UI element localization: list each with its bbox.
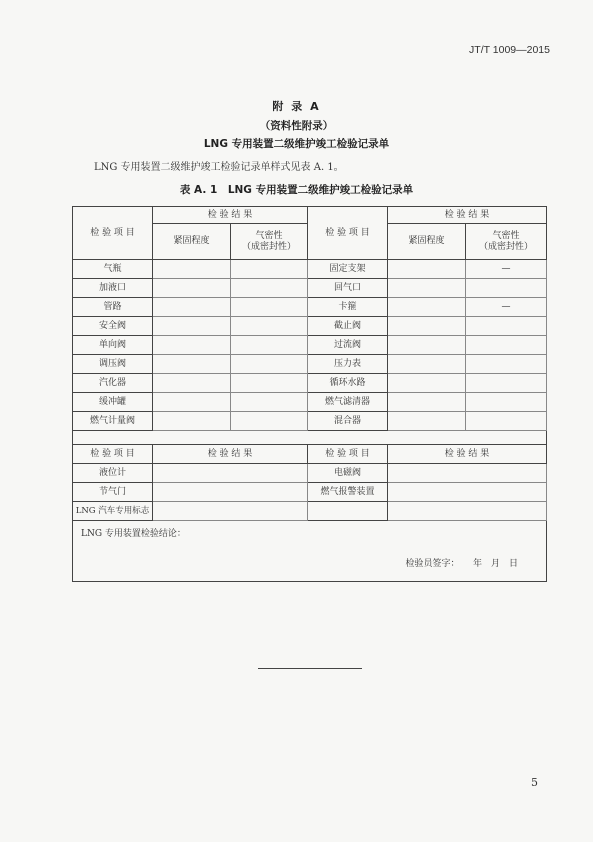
table-row xyxy=(73,412,547,431)
table-row xyxy=(73,445,547,464)
header-result-right: 检 验 结 果 xyxy=(388,207,547,224)
appendix-info: （资料性附录） xyxy=(259,120,334,132)
result-cell[interactable] xyxy=(231,279,308,298)
table-row xyxy=(73,464,547,483)
result-cell[interactable] xyxy=(388,374,466,393)
header-airtight-left xyxy=(231,224,308,260)
result-cell[interactable] xyxy=(466,317,547,336)
inspector-signature: 检验员签字： 年 月 日 xyxy=(405,559,518,569)
item-cell: 压力表 xyxy=(308,355,388,374)
item-cell: 单向阀 xyxy=(73,336,153,355)
appendix-label: 附 录 A xyxy=(272,100,321,113)
header-tightness-left: 紧固程度 xyxy=(153,224,231,260)
item-cell: LNG 汽车专用标志 xyxy=(73,502,153,521)
result-cell[interactable] xyxy=(153,355,231,374)
result-cell[interactable] xyxy=(153,483,308,502)
item-cell: 气瓶 xyxy=(73,260,153,279)
page-number: 5 xyxy=(531,776,538,789)
result-cell[interactable] xyxy=(153,279,231,298)
result-cell[interactable] xyxy=(388,279,466,298)
result-cell[interactable] xyxy=(388,412,466,431)
result-cell[interactable] xyxy=(388,317,466,336)
header-item-left: 检 验 项 目 xyxy=(73,445,153,464)
item-cell xyxy=(308,502,388,521)
table-caption: 表 A. 1 LNG 专用装置二级维护竣工检验记录单 xyxy=(179,184,414,196)
result-cell[interactable] xyxy=(153,412,231,431)
airtight-label: 气密性 xyxy=(255,230,283,241)
table-row xyxy=(73,336,547,355)
result-cell[interactable] xyxy=(153,260,231,279)
header-item-left: 检 验 项 目 xyxy=(73,207,153,260)
result-cell[interactable] xyxy=(153,336,231,355)
result-cell: — xyxy=(466,298,547,317)
table-row xyxy=(73,502,547,521)
footer-rule xyxy=(258,668,362,669)
conclusion-cell[interactable] xyxy=(73,521,547,582)
airtight-note: （成密封性） xyxy=(241,241,296,252)
airtight-note: （成密封性） xyxy=(478,241,533,252)
result-cell[interactable] xyxy=(231,393,308,412)
result-cell[interactable] xyxy=(231,374,308,393)
item-cell: 混合器 xyxy=(308,412,388,431)
result-cell[interactable] xyxy=(231,298,308,317)
intro-text: LNG 专用装置二级维护竣工检验记录单样式见表 A. 1。 xyxy=(94,162,344,173)
result-cell[interactable] xyxy=(153,502,308,521)
item-cell: 回气口 xyxy=(308,279,388,298)
result-cell: — xyxy=(466,260,547,279)
standard-code: JT/T 1009—2015 xyxy=(469,44,550,56)
item-cell: 管路 xyxy=(73,298,153,317)
spacer-cell xyxy=(73,431,547,445)
result-cell[interactable] xyxy=(231,317,308,336)
spacer-row xyxy=(73,431,547,445)
result-cell[interactable] xyxy=(388,483,547,502)
table-row xyxy=(73,260,547,279)
result-cell[interactable] xyxy=(466,374,547,393)
header-result-left: 检 验 结 果 xyxy=(153,445,308,464)
result-cell[interactable] xyxy=(231,355,308,374)
table-row xyxy=(73,483,547,502)
item-cell: 固定支架 xyxy=(308,260,388,279)
item-cell: 液位计 xyxy=(73,464,153,483)
conclusion-label: LNG 专用装置检验结论： xyxy=(81,529,186,539)
table-row xyxy=(73,317,547,336)
result-cell[interactable] xyxy=(388,464,547,483)
result-cell[interactable] xyxy=(466,393,547,412)
result-cell[interactable] xyxy=(388,336,466,355)
result-cell[interactable] xyxy=(466,279,547,298)
result-cell[interactable] xyxy=(388,260,466,279)
result-cell[interactable] xyxy=(231,260,308,279)
conclusion-row xyxy=(73,521,547,582)
header-result-right: 检 验 结 果 xyxy=(388,445,547,464)
item-cell: 燃气报警装置 xyxy=(308,483,388,502)
item-cell: 缓冲罐 xyxy=(73,393,153,412)
table-row xyxy=(73,279,547,298)
result-cell[interactable] xyxy=(388,298,466,317)
item-cell: 汽化器 xyxy=(73,374,153,393)
item-cell: 加液口 xyxy=(73,279,153,298)
item-cell: 电磁阀 xyxy=(308,464,388,483)
result-cell[interactable] xyxy=(153,317,231,336)
table-row xyxy=(73,374,547,393)
result-cell[interactable] xyxy=(388,355,466,374)
table-row xyxy=(73,355,547,374)
result-cell[interactable] xyxy=(388,393,466,412)
item-cell: 燃气滤清器 xyxy=(308,393,388,412)
result-cell[interactable] xyxy=(231,336,308,355)
item-cell: 调压阀 xyxy=(73,355,153,374)
airtight-label: 气密性 xyxy=(492,230,520,241)
result-cell[interactable] xyxy=(153,393,231,412)
item-cell: 截止阀 xyxy=(308,317,388,336)
appendix-title: LNG 专用装置二级维护竣工检验记录单 xyxy=(203,138,390,150)
item-cell: 循环水路 xyxy=(308,374,388,393)
header-item-right: 检 验 项 目 xyxy=(308,207,388,260)
result-cell[interactable] xyxy=(388,502,547,521)
item-cell: 安全阀 xyxy=(73,317,153,336)
item-cell: 节气门 xyxy=(73,483,153,502)
result-cell[interactable] xyxy=(466,336,547,355)
result-cell[interactable] xyxy=(231,412,308,431)
header-airtight-right xyxy=(466,224,547,260)
item-cell: 燃气计量阀 xyxy=(73,412,153,431)
header-result-left: 检 验 结 果 xyxy=(153,207,308,224)
table-row xyxy=(73,393,547,412)
result-cell[interactable] xyxy=(466,412,547,431)
result-cell[interactable] xyxy=(153,464,308,483)
result-cell[interactable] xyxy=(466,355,547,374)
inspection-record-table xyxy=(72,206,547,582)
result-cell[interactable] xyxy=(153,374,231,393)
header-item-right: 检 验 项 目 xyxy=(308,445,388,464)
table-row xyxy=(73,298,547,317)
item-cell: 卡箍 xyxy=(308,298,388,317)
header-tightness-right: 紧固程度 xyxy=(388,224,466,260)
result-cell[interactable] xyxy=(153,298,231,317)
item-cell: 过流阀 xyxy=(308,336,388,355)
